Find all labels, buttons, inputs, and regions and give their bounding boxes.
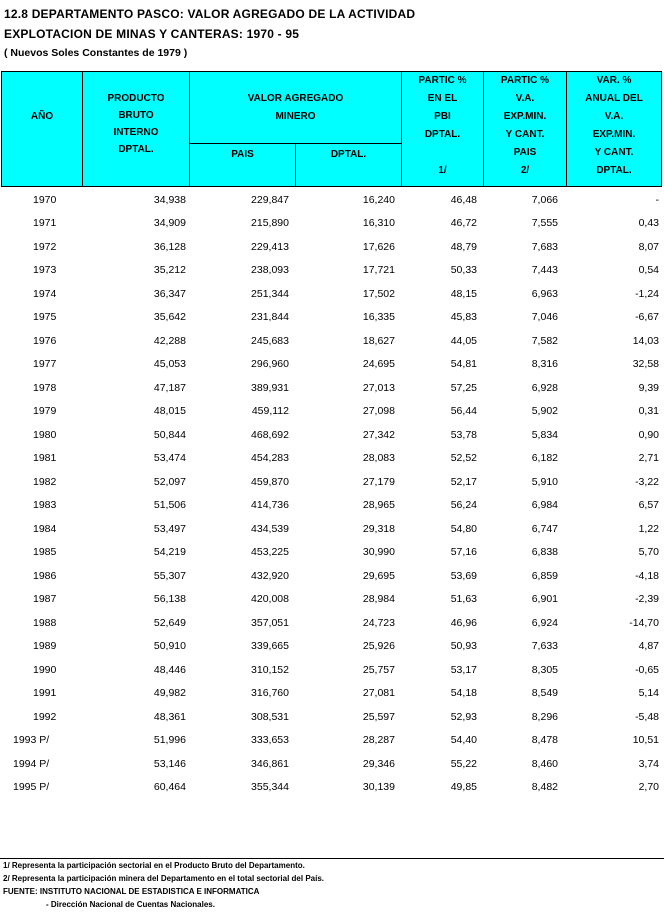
row-value-cell: 53,17 (450, 663, 477, 676)
row-value-cell: 52,649 (153, 616, 186, 629)
header-line: DPTAL. (118, 144, 154, 155)
row-value-cell: 357,051 (251, 616, 289, 629)
row-value-cell: 30,990 (362, 546, 395, 559)
table-title-block (4, 4, 415, 62)
row-value-cell: 17,721 (362, 264, 395, 277)
row-value-cell: 296,960 (251, 358, 289, 371)
row-value-cell: 50,910 (153, 640, 186, 653)
row-value-cell: 48,015 (153, 405, 186, 418)
row-value-cell: 35,642 (153, 311, 186, 324)
row-value-cell: 1,22 (638, 522, 659, 535)
row-value-cell: 36,347 (153, 287, 186, 300)
table-row (1, 376, 662, 400)
header-line: EXP.MIN. (503, 111, 547, 122)
row-value-cell: 5,910 (531, 475, 558, 488)
row-value-cell: 34,938 (153, 193, 186, 206)
row-value-cell: 57,25 (450, 381, 477, 394)
row-value-cell: 6,924 (531, 616, 558, 629)
header-line: VAR. % (596, 75, 632, 86)
data-table (1, 188, 662, 799)
header-line: PBI (434, 111, 451, 122)
row-value-cell: 7,046 (531, 311, 558, 324)
table-row (1, 494, 662, 518)
table-row (1, 212, 662, 236)
table-row (1, 705, 662, 729)
row-value-cell: 6,901 (531, 593, 558, 606)
row-value-cell: 53,69 (450, 569, 477, 582)
row-value-cell: -0,65 (635, 663, 659, 676)
row-value-cell: 49,85 (450, 781, 477, 794)
row-value-cell: 6,859 (531, 569, 558, 582)
row-value-cell: 32,58 (632, 358, 659, 371)
row-value-cell: 7,582 (531, 334, 558, 347)
row-value-cell: 29,695 (362, 569, 395, 582)
table-row (1, 400, 662, 424)
row-value-cell: 56,24 (450, 499, 477, 512)
table-row (1, 447, 662, 471)
row-value-cell: 5,70 (638, 546, 659, 559)
row-value-cell: 55,22 (450, 757, 477, 770)
row-value-cell: -3,22 (635, 475, 659, 488)
row-value-cell: 46,96 (450, 616, 477, 629)
row-value-cell: 339,665 (251, 640, 289, 653)
row-value-cell: 231,844 (251, 311, 289, 324)
row-value-cell: 30,139 (362, 781, 395, 794)
row-value-cell: 6,984 (531, 499, 558, 512)
header-valor-agregado (190, 72, 402, 144)
source-note: FUENTE: INSTITUTO NACIONAL DE ESTADISTICA E INFORMATICA (3, 887, 260, 896)
row-value-cell: 18,627 (362, 334, 395, 347)
row-value-cell: 8,478 (531, 734, 558, 747)
table-units: ( Nuevos Soles Constantes de 1979 ) (4, 47, 188, 59)
row-value-cell: 49,982 (153, 687, 186, 700)
row-year-cell: 1979 (33, 405, 57, 418)
row-value-cell: 8,316 (531, 358, 558, 371)
row-value-cell: 7,443 (531, 264, 558, 277)
row-year-cell: 1992 (33, 710, 57, 723)
row-value-cell: 35,212 (153, 264, 186, 277)
row-value-cell: 29,318 (362, 522, 395, 535)
row-value-cell: 53,474 (153, 452, 186, 465)
row-value-cell: 27,081 (362, 687, 395, 700)
header-line: BRUTO (118, 110, 154, 121)
table-row (1, 188, 662, 212)
row-value-cell: 414,736 (251, 499, 289, 512)
header-line: V.A. (604, 111, 624, 122)
row-value-cell: 28,287 (362, 734, 395, 747)
row-value-cell: 453,225 (251, 546, 289, 559)
row-value-cell: 251,344 (251, 287, 289, 300)
row-year-cell: 1975 (33, 311, 57, 324)
row-value-cell: 8,460 (531, 757, 558, 770)
row-year-cell: 1974 (33, 287, 57, 300)
row-value-cell: 27,342 (362, 428, 395, 441)
table-row (1, 235, 662, 259)
table-title: 12.8 DEPARTAMENTO PASCO: VALOR AGREGADO DE LA ACTIVIDAD (4, 7, 416, 21)
row-value-cell: 28,965 (362, 499, 395, 512)
row-value-cell: 46,48 (450, 193, 477, 206)
row-value-cell: 6,838 (531, 546, 558, 559)
row-value-cell: 50,33 (450, 264, 477, 277)
row-value-cell: 16,240 (362, 193, 395, 206)
row-value-cell: 42,288 (153, 334, 186, 347)
row-value-cell: 459,870 (251, 475, 289, 488)
row-value-cell: 50,844 (153, 428, 186, 441)
header-line: 2/ (520, 165, 530, 176)
row-value-cell: -2,39 (635, 593, 659, 606)
row-value-cell: 54,40 (450, 734, 477, 747)
header-line: V.A. (515, 93, 535, 104)
row-value-cell: 16,310 (362, 217, 395, 230)
row-year-cell: 1995 P/ (13, 781, 50, 794)
row-value-cell: 7,683 (531, 240, 558, 253)
header-line: 1/ (438, 165, 447, 176)
table-row (1, 423, 662, 447)
table-row (1, 588, 662, 612)
row-value-cell: 432,920 (251, 569, 289, 582)
table-subtitle: EXPLOTACION DE MINAS Y CANTERAS: 1970 - 95 (4, 27, 300, 41)
row-value-cell: 229,413 (251, 240, 289, 253)
row-value-cell: 24,695 (362, 358, 395, 371)
row-year-cell: 1994 P/ (13, 757, 50, 770)
header-line: DPTAL. (596, 165, 632, 176)
row-value-cell: 8,07 (638, 240, 659, 253)
row-value-cell: 3,74 (638, 757, 659, 770)
row-year-cell: 1984 (33, 522, 57, 535)
row-year-cell: 1973 (33, 264, 57, 277)
row-year-cell: 1981 (33, 452, 57, 465)
header-anio (2, 72, 83, 186)
row-value-cell: 10,51 (632, 734, 659, 747)
row-value-cell: 8,296 (531, 710, 558, 723)
table-row (1, 729, 662, 753)
table-row (1, 541, 662, 565)
row-value-cell: 9,39 (638, 381, 659, 394)
footnote-2: 2/ Representa la participación minera del Departamento en el total sectorial del País. (3, 874, 324, 883)
row-value-cell: 4,87 (638, 640, 659, 653)
row-value-cell: 52,52 (450, 452, 477, 465)
row-value-cell: 17,502 (362, 287, 395, 300)
header-line: INTERNO (113, 127, 159, 138)
row-value-cell: 6,747 (531, 522, 558, 535)
row-value-cell: 14,03 (632, 334, 659, 347)
row-value-cell: 6,928 (531, 381, 558, 394)
table-row (1, 470, 662, 494)
row-value-cell: 51,506 (153, 499, 186, 512)
row-year-cell: 1970 (33, 193, 57, 206)
header-line: PAIS (513, 147, 537, 158)
row-value-cell: 53,78 (450, 428, 477, 441)
row-value-cell: 25,926 (362, 640, 395, 653)
table-row (1, 306, 662, 330)
table-row (1, 353, 662, 377)
row-value-cell: 29,346 (362, 757, 395, 770)
row-value-cell: 53,146 (153, 757, 186, 770)
row-value-cell: 50,93 (450, 640, 477, 653)
row-year-cell: 1985 (33, 546, 57, 559)
header-line: MINERO (275, 111, 316, 122)
row-value-cell: 45,053 (153, 358, 186, 371)
data-table-body (1, 188, 662, 799)
header-line: PAIS (231, 149, 254, 160)
row-value-cell: 25,597 (362, 710, 395, 723)
row-value-cell: 28,083 (362, 452, 395, 465)
row-value-cell: 16,335 (362, 311, 395, 324)
row-value-cell: 48,15 (450, 287, 477, 300)
row-value-cell: 420,008 (251, 593, 289, 606)
row-value-cell: 51,63 (450, 593, 477, 606)
row-value-cell: 0,43 (638, 217, 659, 230)
row-value-cell: 27,098 (362, 405, 395, 418)
row-value-cell: 54,18 (450, 687, 477, 700)
footnotes (0, 858, 664, 911)
row-value-cell: 6,182 (531, 452, 558, 465)
row-value-cell: 238,093 (251, 264, 289, 277)
header-var-anual (567, 72, 661, 186)
row-value-cell: -5,48 (635, 710, 659, 723)
row-value-cell: 0,90 (638, 428, 659, 441)
header-line: PRODUCTO (107, 93, 165, 104)
row-year-cell: 1988 (33, 616, 57, 629)
row-year-cell: 1972 (33, 240, 57, 253)
table-row (1, 776, 662, 800)
row-value-cell: 6,57 (638, 499, 659, 512)
row-value-cell: 44,05 (450, 334, 477, 347)
row-value-cell: 8,305 (531, 663, 558, 676)
row-value-cell: 346,861 (251, 757, 289, 770)
table-row (1, 635, 662, 659)
row-value-cell: 34,909 (153, 217, 186, 230)
row-value-cell: 60,464 (153, 781, 186, 794)
footnote-1: 1/ Representa la participación sectorial en el Producto Bruto del Departamento. (3, 861, 305, 870)
row-value-cell: 229,847 (251, 193, 289, 206)
row-value-cell: 54,81 (450, 358, 477, 371)
row-value-cell: 245,683 (251, 334, 289, 347)
row-value-cell: - (655, 193, 659, 206)
header-line: ANUAL DEL (585, 93, 643, 104)
header-partic-pbi (402, 72, 484, 186)
row-value-cell: -6,67 (635, 311, 659, 324)
table-row (1, 259, 662, 283)
row-value-cell: 5,834 (531, 428, 558, 441)
row-value-cell: 215,890 (251, 217, 289, 230)
row-year-cell: 1977 (33, 358, 57, 371)
row-year-cell: 1990 (33, 663, 57, 676)
table-row (1, 517, 662, 541)
header-line: EN EL (427, 93, 458, 104)
row-value-cell: 24,723 (362, 616, 395, 629)
table-header (1, 71, 662, 187)
row-year-cell: 1976 (33, 334, 57, 347)
row-year-cell: 1980 (33, 428, 57, 441)
row-value-cell: 46,72 (450, 217, 477, 230)
header-line: VALOR AGREGADO (247, 93, 344, 104)
row-value-cell: 53,497 (153, 522, 186, 535)
header-pais (190, 144, 296, 186)
header-line: DPTAL. (424, 129, 461, 140)
row-value-cell: 55,307 (153, 569, 186, 582)
row-value-cell: 45,83 (450, 311, 477, 324)
row-year-cell: 1983 (33, 499, 57, 512)
row-value-cell: 51,996 (153, 734, 186, 747)
row-value-cell: 7,555 (531, 217, 558, 230)
row-year-cell: 1978 (33, 381, 57, 394)
row-value-cell: 389,931 (251, 381, 289, 394)
table-row (1, 682, 662, 706)
table-row (1, 611, 662, 635)
row-year-cell: 1986 (33, 569, 57, 582)
row-value-cell: 310,152 (251, 663, 289, 676)
header-line: DPTAL. (330, 149, 367, 160)
row-value-cell: 316,760 (251, 687, 289, 700)
row-value-cell: 0,54 (638, 264, 659, 277)
row-value-cell: 48,361 (153, 710, 186, 723)
row-value-cell: 25,757 (362, 663, 395, 676)
header-line: Y CANT. (505, 129, 545, 140)
row-value-cell: 434,539 (251, 522, 289, 535)
row-value-cell: 333,653 (251, 734, 289, 747)
row-value-cell: 27,179 (362, 475, 395, 488)
row-value-cell: -1,24 (635, 287, 659, 300)
header-line: Y CANT. (594, 147, 634, 158)
row-value-cell: 28,984 (362, 593, 395, 606)
row-year-cell: 1982 (33, 475, 57, 488)
row-year-cell: 1987 (33, 593, 57, 606)
header-producto (83, 72, 190, 186)
row-value-cell: 27,013 (362, 381, 395, 394)
row-value-cell: 6,963 (531, 287, 558, 300)
table-row (1, 329, 662, 353)
row-value-cell: 48,79 (450, 240, 477, 253)
row-year-cell: 1989 (33, 640, 57, 653)
header-anio-label: AÑO (30, 111, 54, 122)
header-line: PARTIC % (500, 75, 550, 86)
row-value-cell: 52,93 (450, 710, 477, 723)
row-value-cell: 355,344 (251, 781, 289, 794)
row-value-cell: 52,097 (153, 475, 186, 488)
row-value-cell: 54,219 (153, 546, 186, 559)
header-line (402, 144, 483, 162)
row-value-cell: 8,482 (531, 781, 558, 794)
table-row (1, 752, 662, 776)
row-value-cell: 56,138 (153, 593, 186, 606)
row-value-cell: 48,446 (153, 663, 186, 676)
row-value-cell: 5,902 (531, 405, 558, 418)
row-value-cell: 8,549 (531, 687, 558, 700)
row-value-cell: 5,14 (638, 687, 659, 700)
row-value-cell: 7,633 (531, 640, 558, 653)
row-value-cell: 54,80 (450, 522, 477, 535)
row-value-cell: 52,17 (450, 475, 477, 488)
table-row (1, 282, 662, 306)
table-row (1, 658, 662, 682)
row-value-cell: 36,128 (153, 240, 186, 253)
row-value-cell: -4,18 (635, 569, 659, 582)
row-value-cell: 468,692 (251, 428, 289, 441)
row-value-cell: 17,626 (362, 240, 395, 253)
row-year-cell: 1991 (33, 687, 57, 700)
header-line: PARTIC % (418, 75, 467, 86)
row-year-cell: 1993 P/ (13, 734, 50, 747)
row-value-cell: 57,16 (450, 546, 477, 559)
row-value-cell: -14,70 (629, 616, 659, 629)
row-value-cell: 2,71 (638, 452, 659, 465)
row-value-cell: 2,70 (638, 781, 659, 794)
row-value-cell: 308,531 (251, 710, 289, 723)
row-value-cell: 56,44 (450, 405, 477, 418)
source-note-detail: - Dirección Nacional de Cuentas Nacionales. (46, 900, 215, 909)
header-dptal (296, 144, 402, 186)
row-year-cell: 1971 (33, 217, 57, 230)
row-value-cell: 459,112 (251, 405, 289, 418)
header-partic-va (484, 72, 567, 186)
row-value-cell: 454,283 (251, 452, 289, 465)
row-value-cell: 7,066 (531, 193, 558, 206)
header-line: EXP.MIN. (592, 129, 636, 140)
row-value-cell: 0,31 (638, 405, 659, 418)
table-row (1, 564, 662, 588)
row-value-cell: 47,187 (153, 381, 186, 394)
